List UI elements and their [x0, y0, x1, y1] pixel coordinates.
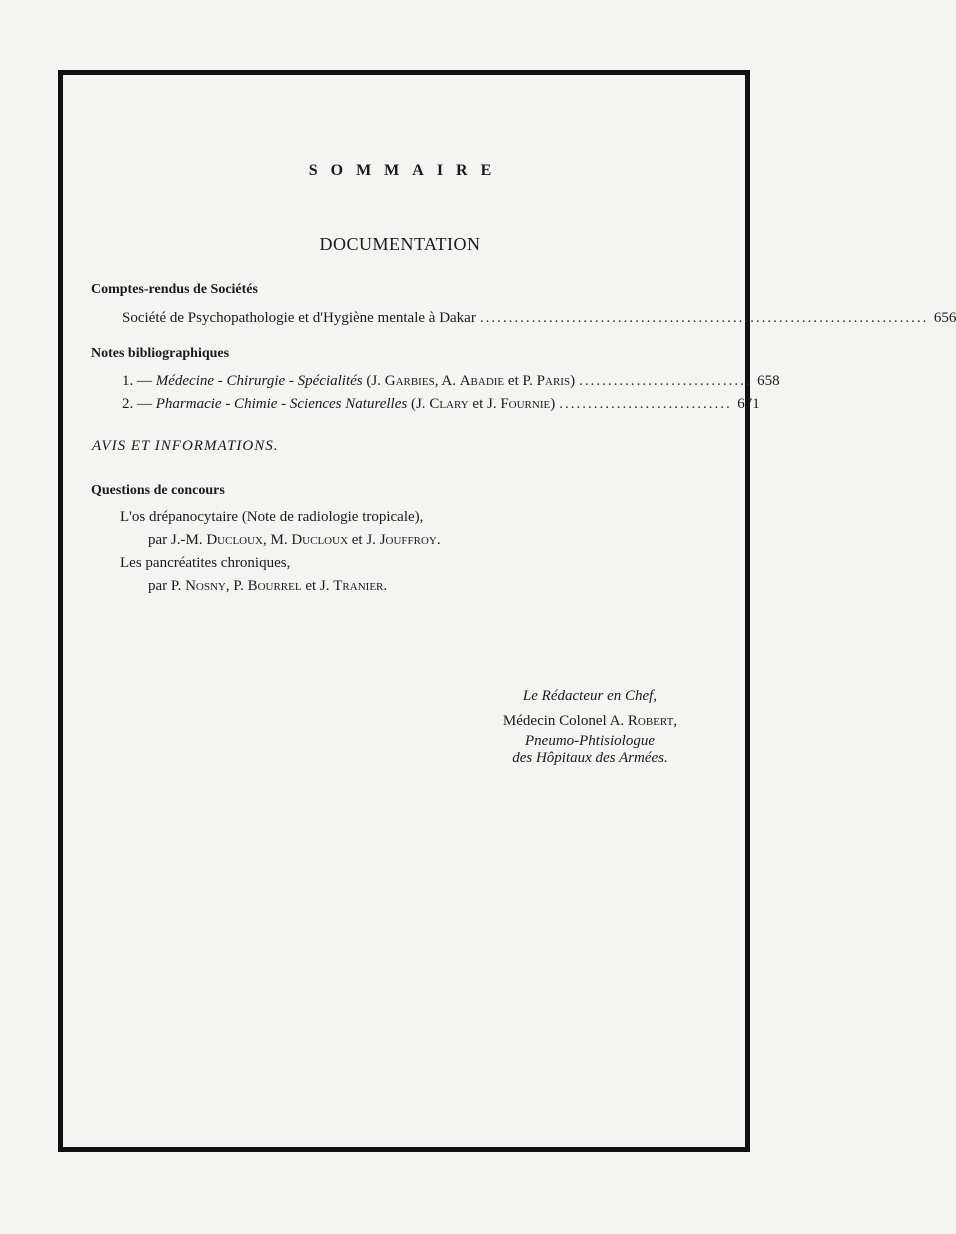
entry-dash: — — [137, 373, 152, 389]
toc-entry-title: Société de Psychopathologie et d'Hygiène mentale à Dakar — [122, 310, 476, 326]
question-title[interactable]: Les pancréatites chroniques, — [120, 555, 291, 571]
author-name: Ducloux — [206, 532, 263, 548]
by-prefix: par P. — [148, 578, 182, 594]
author-name: Clary — [429, 396, 469, 412]
signature-name-prefix: Médecin Colonel A. — [502, 713, 625, 729]
signature-name-suffix: , — [673, 713, 678, 729]
authors-open: (J. — [366, 373, 381, 389]
entry-number: 2. — [122, 396, 134, 412]
section-title: DOCUMENTATION — [319, 234, 481, 254]
avis-informations-link[interactable]: AVIS ET INFORMATIONS. — [92, 438, 279, 454]
authors-close: ) — [550, 396, 556, 412]
author-sep: , M. — [263, 532, 288, 548]
toc-entry[interactable] — [122, 310, 956, 327]
page-border — [58, 70, 750, 1152]
dot-leader: .............................. — [559, 396, 732, 412]
end-punct: . — [383, 578, 388, 594]
author-name: Jouffroy — [379, 532, 437, 548]
author-name: Paris — [536, 373, 571, 389]
signature-role: Le Rédacteur en Chef, — [522, 688, 658, 704]
authors-close: ) — [570, 373, 576, 389]
author-name: Garbies — [384, 373, 435, 389]
end-punct: . — [436, 532, 441, 548]
page-number: 656 — [933, 310, 956, 326]
signature-title-2: des Hôpitaux des Armées. — [512, 750, 668, 766]
dot-leader: .............................................................................. — [479, 310, 929, 326]
author-name: Abadie — [459, 373, 505, 389]
question-authors — [148, 578, 387, 595]
author-name: Fournie — [500, 396, 551, 412]
signature-name — [470, 713, 710, 730]
author-sep: et J. — [351, 532, 376, 548]
question-title[interactable]: L'os drépanocytaire (Note de radiologie tropicale), — [120, 509, 424, 525]
by-prefix: par J.-M. — [148, 532, 203, 548]
questions-heading: Questions de concours — [91, 483, 225, 498]
page-number: 671 — [737, 396, 760, 412]
authors-open: (J. — [410, 396, 426, 412]
signature-surname: Robert — [627, 713, 674, 729]
notes-heading: Notes bibliographiques — [91, 346, 230, 361]
author-sep: et P. — [507, 373, 533, 389]
entry-dash: — — [137, 396, 152, 412]
comptes-rendus-heading: Comptes-rendus de Sociétés — [91, 282, 258, 297]
toc-entry[interactable] — [122, 396, 760, 413]
sommaire-title: SOMMAIRE — [308, 162, 505, 179]
entry-number: 1. — [122, 373, 134, 389]
entry-subject: Médecine - Chirurgie - Spécialités — [155, 373, 363, 389]
author-name: Tranier — [333, 578, 384, 594]
signature-title-1: Pneumo-Phtisiologue — [525, 733, 655, 749]
question-authors — [148, 532, 441, 549]
toc-entry[interactable] — [122, 373, 780, 390]
author-name: Nosny — [185, 578, 226, 594]
dot-leader: .............................. — [579, 373, 752, 389]
entry-subject: Pharmacie - Chimie - Sciences Naturelles — [155, 396, 408, 412]
author-sep: et J. — [305, 578, 330, 594]
author-sep: , A. — [434, 373, 456, 389]
author-name: Bourrel — [247, 578, 302, 594]
author-name: Ducloux — [291, 532, 349, 548]
author-sep: et J. — [472, 396, 497, 412]
author-sep: , P. — [225, 578, 244, 594]
page-number: 658 — [757, 373, 780, 389]
